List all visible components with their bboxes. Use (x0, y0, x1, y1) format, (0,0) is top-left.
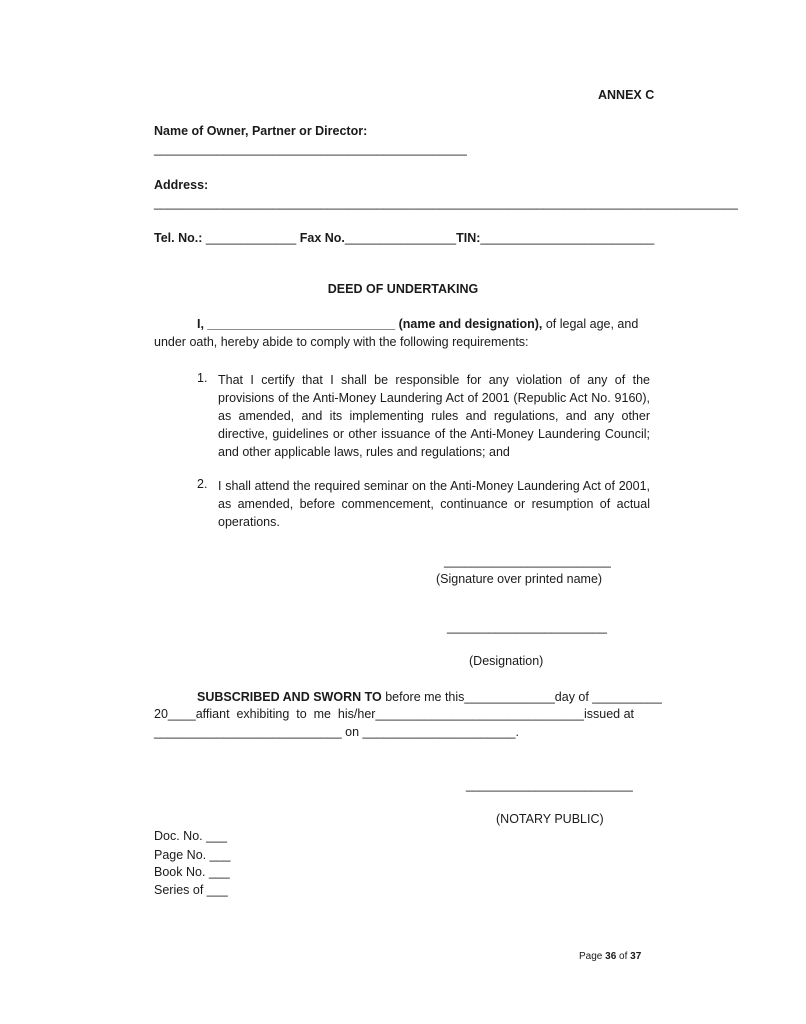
intro-line-2: under oath, hereby abide to comply with the following requirements: (154, 335, 529, 349)
page-prefix: Page (579, 951, 606, 962)
intro-rest: of legal age, and (542, 317, 639, 331)
tel-label: Tel. No.: (154, 231, 203, 245)
signature-label: (Signature over printed name) (436, 572, 603, 586)
intro-line-1 (197, 317, 638, 331)
annex-label: ANNEX C (598, 88, 655, 102)
signature-line: ________________________ (444, 554, 611, 568)
intro-bold: I, ___________________________ (name and designation), (197, 317, 543, 331)
notary-line: ________________________ (466, 778, 633, 792)
tin-line: _________________________ (480, 231, 655, 245)
page-number (579, 951, 641, 962)
designation-label: (Designation) (469, 654, 544, 668)
page-middle: of (616, 951, 631, 962)
tel-line: _____________ (205, 231, 297, 245)
item-number-2: 2. (197, 477, 208, 491)
owner-label: Name of Owner, Partner or Director: (154, 124, 368, 138)
fax-line: ________________ (344, 231, 457, 245)
jurat-line-3: ___________________________ on ______________________. (154, 725, 519, 739)
page-no: Page No. ___ (154, 848, 231, 862)
fax-label: Fax No. (299, 231, 345, 245)
contact-row (154, 231, 654, 245)
page-total: 37 (630, 951, 642, 962)
item-text-2: I shall attend the required seminar on the Anti-Money Laundering Act of 2001, as amended, before commencement, continuance or resumption of actual operations. (218, 479, 650, 529)
jurat-line-1 (197, 690, 662, 704)
item-text-1: That I certify that I shall be responsible for any violation of any of the provisions of the Anti-Money Laundering Act of 2001 (Republic Act No. 9160), as amended, and its implementing rules and regulations, and any other directive, guidelines or other issuance of the Anti-Money Laundering Council; and other applicable laws, rules and regulations; and (218, 373, 650, 459)
doc-no: Doc. No. ___ (154, 829, 227, 843)
series-of: Series of ___ (154, 883, 228, 897)
jurat-bold: SUBSCRIBED AND SWORN TO (197, 690, 382, 704)
owner-line: _____________________________________________ (154, 142, 467, 156)
book-no: Book No. ___ (154, 865, 230, 879)
deed-title: DEED OF UNDERTAKING (327, 282, 479, 296)
designation-line: _______________________ (447, 620, 607, 634)
jurat-rest: before me this_____________day of __________ (381, 690, 662, 704)
address-line: ____________________________________________________________________________________ (154, 196, 738, 210)
tin-label: TIN: (456, 231, 481, 245)
item-number-1: 1. (197, 371, 208, 385)
address-label: Address: (154, 178, 209, 192)
page-current: 36 (605, 951, 617, 962)
notary-label: (NOTARY PUBLIC) (496, 812, 604, 826)
jurat-line-2: 20____affiant exhibiting to me his/her______________________________issued at (154, 707, 635, 721)
